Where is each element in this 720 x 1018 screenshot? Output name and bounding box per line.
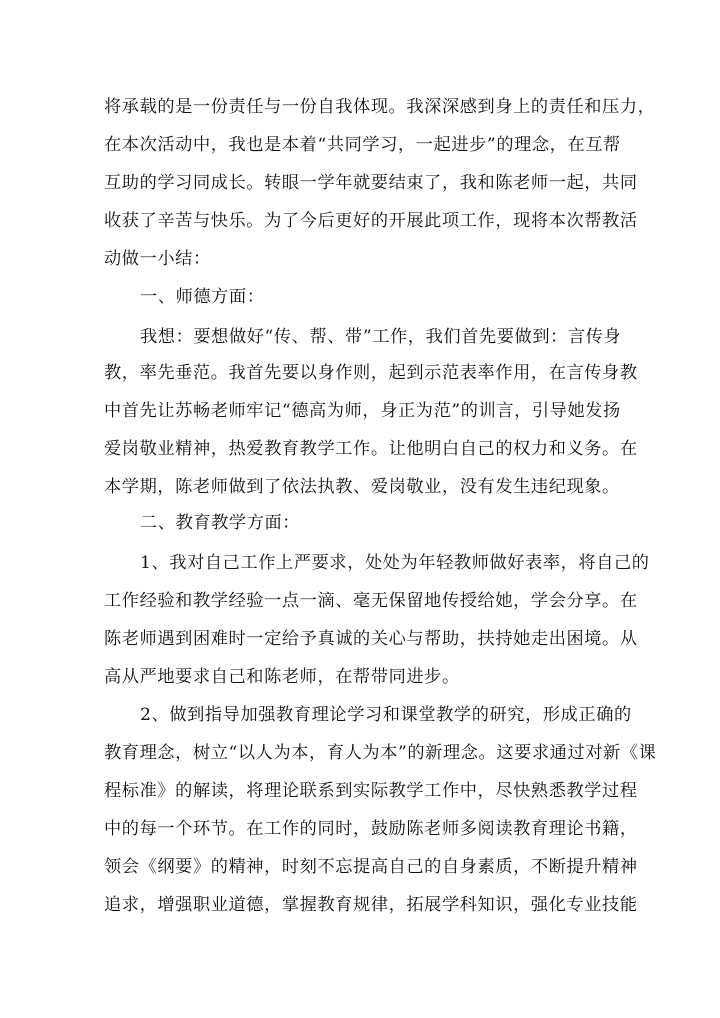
paragraph-1-line-1: 将承载的是一份责任与一份自我体现。我深深感到身上的责任和压力， (104, 97, 656, 117)
paragraph-3-line-4: 爱岗敬业精神，热爱教育教学工作。让他明白自己的权力和义务。在 (104, 439, 638, 459)
section-heading-ethics: 一、师德方面： (140, 287, 265, 307)
paragraph-1-line-3: 互助的学习同成长。转眼一学年就要结束了，我和陈老师一起，共同 (104, 173, 638, 193)
paragraph-3-line-1: 我想：要想做好“传、帮、带”工作，我们首先要做到：言传身 (140, 327, 622, 347)
paragraph-1-line-4: 收获了辛苦与快乐。为了今后更好的开展此项工作，现将本次帮教活 (104, 211, 638, 231)
paragraph-5-line-4: 高从严地要求自己和陈老师，在帮带同进步。 (104, 667, 460, 687)
paragraph-3-line-2: 教，率先垂范。我首先要以身作则，起到示范表率作用，在言传身教 (104, 363, 638, 383)
paragraph-1-line-5: 动做一小结： (104, 249, 211, 269)
paragraph-3-line-5: 本学期，陈老师做到了依法执教、爱岗敬业，没有发生违纪现象。 (104, 477, 620, 497)
paragraph-6-line-5: 领会《纲要》的精神，时刻不忘提高自己的自身素质，不断提升精神 (104, 857, 638, 877)
paragraph-5-line-1: 1、我对自己工作上严要求，处处为年轻教师做好表率，将自己的 (140, 553, 650, 573)
paragraph-6-line-6: 追求，增强职业道德，掌握教育规律，拓展学科知识，强化专业技能 (104, 895, 638, 915)
paragraph-6-line-4: 中的每一个环节。在工作的同时，鼓励陈老师多阅读教育理论书籍， (104, 819, 638, 839)
paragraph-6-line-3: 程标准》的解读，将理论联系到实际教学工作中，尽快熟悉教学过程 (104, 781, 638, 801)
paragraph-6-line-1: 2、做到指导加强教育理论学习和课堂教学的研究，形成正确的 (140, 705, 632, 725)
paragraph-3-line-3: 中首先让苏畅老师牢记“德高为师，身正为范”的训言，引导她发扬 (104, 401, 621, 421)
section-heading-teaching: 二、教育教学方面： (140, 513, 301, 533)
paragraph-1-line-2: 在本次活动中，我也是本着“共同学习，一起进步”的理念，在互帮 (104, 135, 621, 155)
paragraph-5-line-3: 陈老师遇到困难时一定给予真诚的关心与帮助，扶持她走出困境。从 (104, 629, 638, 649)
paragraph-6-line-2: 教育理念，树立“以人为本，育人为本”的新理念。这要求通过对新《课 (104, 743, 657, 763)
paragraph-5-line-2: 工作经验和教学经验一点一滴、毫无保留地传授给她，学会分享。在 (104, 591, 638, 611)
